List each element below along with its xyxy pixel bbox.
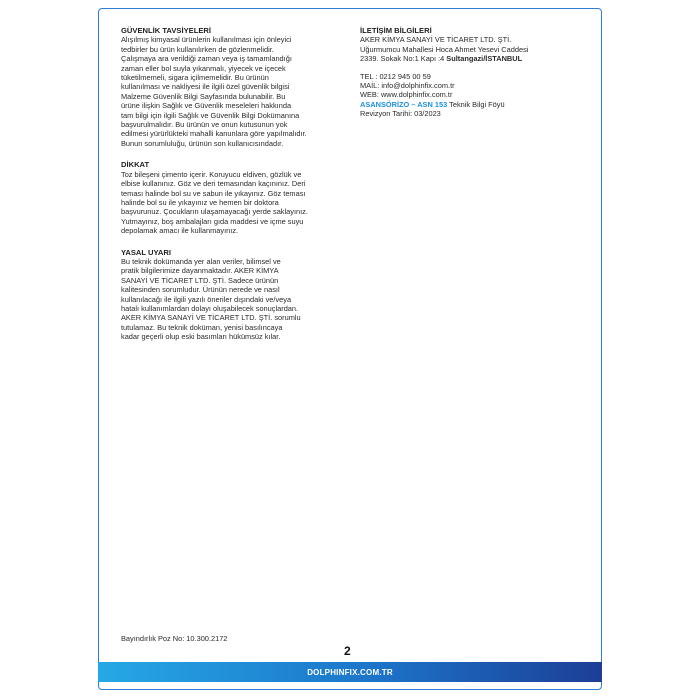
safety-text: Alışılmış kimyasal ürünlerin kullanılması için önleyici tedbirler bu ürün kullanılırken de gözlenmelidir. Çalışmaya ara verildiği zaman veya iş tamamlandığı zaman eller bol suyla yıkanmalı, yiyecek ve içecek tüketilmemeli, sigara içilmemelidir. Bu ürünün kullanılması ve nakliyesi ile ilgili özel güvenlik bilgisi Malzeme Güvenlik Bilgi Sayfasında bulunabilir. Bu ürüne ilişkin Sağlık ve Güvenlik meseleleri hakkında tam bilgi için ilgili Sağlık ve Güvenlik Bilgi Dokümanına başvurulmalıdır. Bu ürünün ve onun kutusunun yok edilmesi yürürlükteki mahalli kanunlara göre yapılmalıdır. Bunun sorumluluğu, ürünün son kullanıcısındadır. [121,35,307,148]
legal-title: YASAL UYARI [121,247,171,257]
contact-title: İLETİŞİM BİLGİLERİ [360,26,432,35]
company-name: AKER KİMYA SANAYİ VE TİCARET LTD. ŞTİ. [360,35,512,45]
website-link[interactable]: WEB: www.dolphinfix.com.tr [360,90,453,100]
contact-column [360,26,575,119]
legal-text: Bu teknik dokümanda yer alan veriler, bilimsel ve pratik bilgilerimize dayanmaktadır. AKER KİMYA SANAYİ VE TİCARET LTD. ŞTİ. Sadece ürünün kalitesinden sorumludur. Ürünün nerede ve nasıl kullanılacağı ile ilgili yazılı öneriler dışındaki ve/veya hatalı kullanımlardan dolayı oluşabilecek sonuçlardan. AKER KİMYA SANAYİ VE TİCARET LTD. ŞTİ. sorumlu tutulamaz. Bu teknik doküman, yenisi basılıncaya kadar geçerli olup eski basımları hükümsüz kılar. [121,256,301,342]
address-street: 2339. Sokak No:1 Kapı :4 [360,54,447,64]
email-link[interactable]: MAİL: info@dolphinfix.com.tr [360,81,455,91]
poz-number: Bayındırlık Poz No: 10.300.2172 [121,634,228,643]
left-column [121,26,356,354]
page-number: 2 [344,644,351,658]
address-line-2 [360,54,575,63]
product-line [360,100,575,109]
product-code: ASANSÖRİZO – ASN 153 [360,99,448,109]
address-district: Sultangazi/İSTANBUL [446,54,523,64]
caution-text: Toz bileşeni çimento içerir. Koruyucu eldiven, gözlük ve elbise kullanınız. Göz ve deri temasından kaçınınız. Deri teması halinde bol su ve sabun ile yıkayınız. Göz teması halinde bol su ile yıkayınız ve hemen bir doktora başvurunuz. Çocukların ulaşamayacağı yerde saklayınız. Yutmayınız, boş ambalajları gıda maddesi ve içme suyu depolamak amacı ile kullanmayınız. [121,169,308,236]
safety-title: GÜVENLİK TAVSİYELERİ [121,26,212,35]
caution-title: DİKKAT [121,160,150,170]
revision-date: Revizyon Tarihi: 03/2023 [360,109,441,119]
footer-website[interactable]: DOLPHINFIX.COM.TR [307,667,393,677]
phone-number: TEL : 0212 945 00 59 [360,71,431,81]
address-line-1: Uğurmumcu Mahallesi Hoca Ahmet Yesevi Caddesi [360,44,529,54]
safety-section [121,26,356,148]
legal-section [121,248,356,342]
caution-section [121,160,356,235]
product-doc-label: Teknik Bilgi Föyü [447,99,505,109]
footer-band [98,662,602,682]
